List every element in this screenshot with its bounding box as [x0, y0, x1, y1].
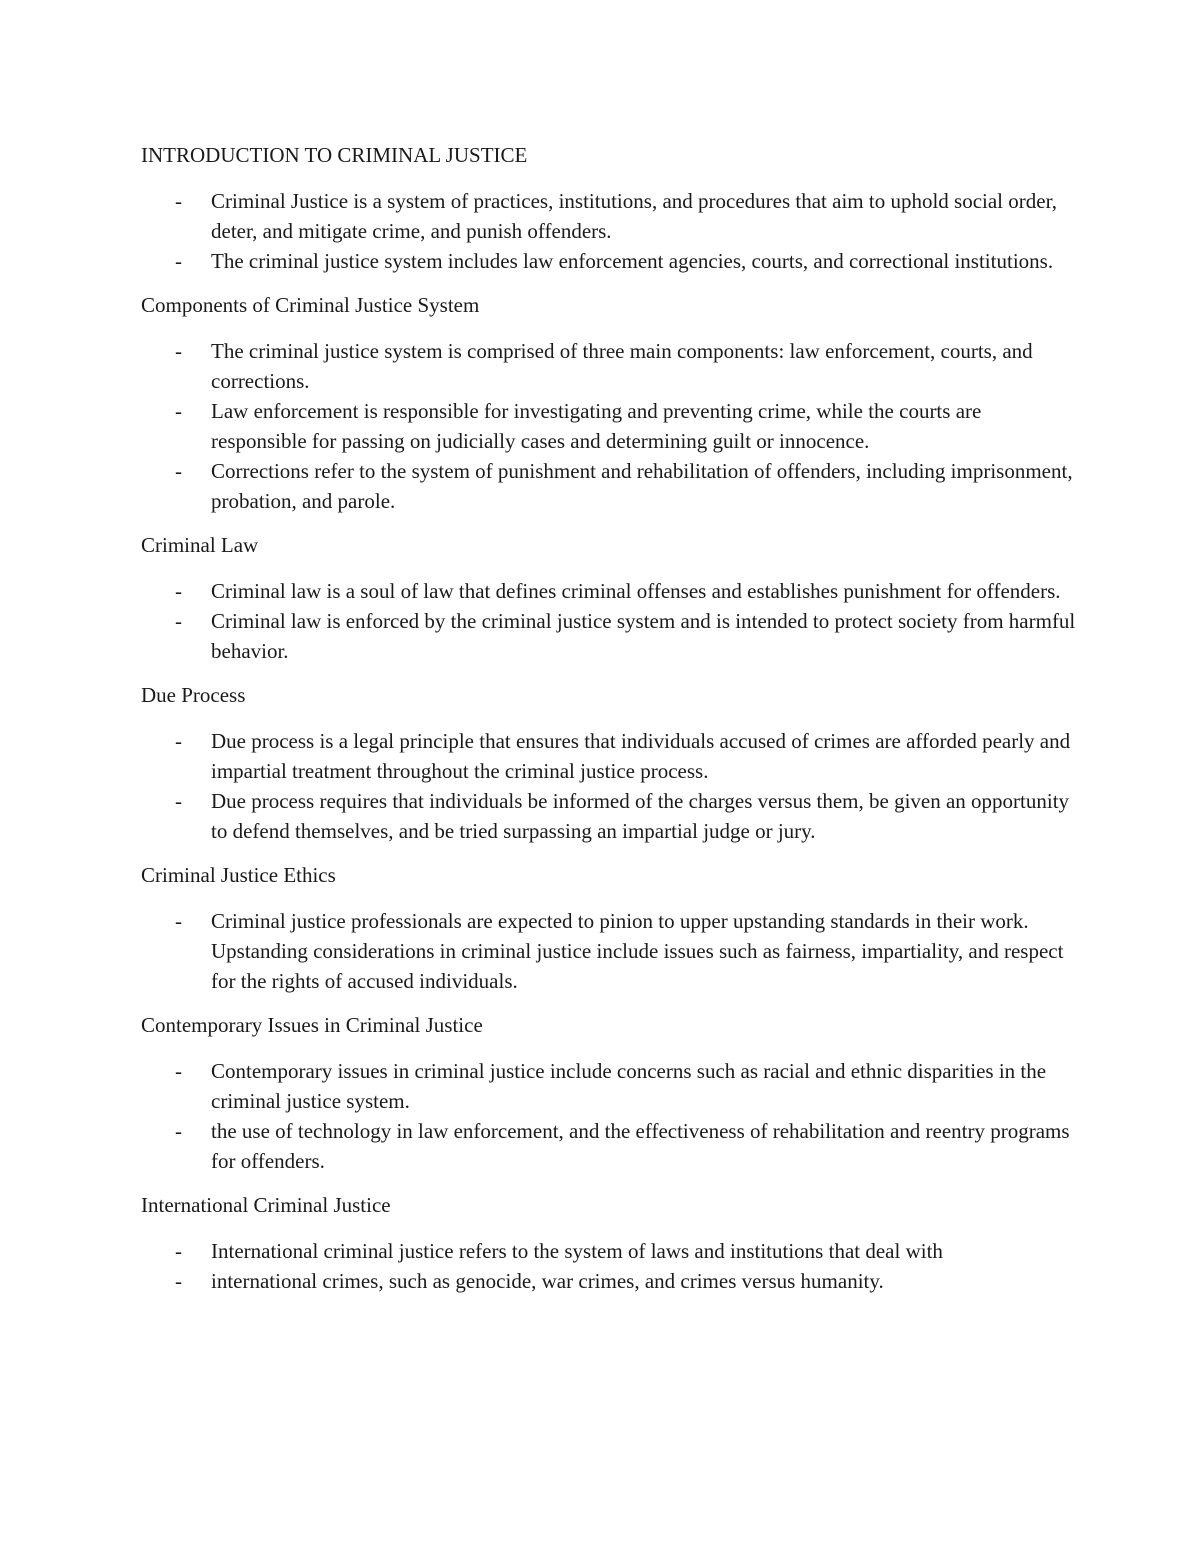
bullet-marker: -: [175, 579, 182, 603]
bullet-list: [141, 906, 1081, 996]
bullet-marker: -: [175, 459, 182, 483]
section-heading: International Criminal Justice: [141, 1193, 391, 1217]
section-ethics: [141, 860, 1081, 996]
section-heading: Due Process: [141, 683, 246, 707]
bullet-marker: -: [175, 399, 182, 423]
list-item: [141, 936, 1081, 996]
list-item-text: Criminal justice professionals are expected to pinion to upper upstanding standards in their work.: [211, 909, 1029, 933]
section-introduction: [141, 140, 1081, 276]
list-item: [141, 456, 1081, 516]
bullet-marker: -: [175, 1239, 182, 1263]
section-due-process: [141, 680, 1081, 846]
bullet-list: [141, 1056, 1081, 1176]
list-item: [141, 606, 1081, 666]
bullet-marker: -: [175, 1059, 182, 1083]
section-criminal-law: [141, 530, 1081, 666]
list-item-text: Criminal law is a soul of law that defines criminal offenses and establishes punishment for offenders.: [211, 579, 1061, 603]
bullet-marker: -: [175, 339, 182, 363]
section-contemporary-issues: [141, 1010, 1081, 1176]
bullet-marker: -: [175, 909, 182, 933]
bullet-list: [141, 576, 1081, 666]
list-item-text: Corrections refer to the system of punishment and rehabilitation of offenders, including imprisonment, probation, and parole.: [211, 459, 1073, 513]
list-item-text: Law enforcement is responsible for investigating and preventing crime, while the courts are responsible for passing on judicially cases and determining guilt or innocence.: [211, 399, 982, 453]
list-item-text: The criminal justice system is comprised of three main components: law enforcement, courts, and corrections.: [211, 339, 1033, 393]
list-item: [141, 786, 1081, 846]
bullet-marker: -: [175, 1119, 182, 1143]
list-item-text: The criminal justice system includes law enforcement agencies, courts, and correctional institutions.: [211, 249, 1054, 273]
list-item: [141, 246, 1081, 276]
list-item: [141, 1116, 1081, 1176]
bullet-list: [141, 186, 1081, 276]
list-item-text: Due process is a legal principle that ensures that individuals accused of crimes are afforded pearly and impartial treatment throughout the criminal justice process.: [211, 729, 1071, 783]
list-item-text: Contemporary issues in criminal justice include concerns such as racial and ethnic disparities in the criminal justice system.: [211, 1059, 1047, 1113]
list-item-text: Due process requires that individuals be informed of the charges versus them, be given an opportunity to defend themselves, and be tried surpassing an impartial judge or jury.: [211, 789, 1070, 843]
bullet-marker: -: [175, 249, 182, 273]
section-heading: Criminal Justice Ethics: [141, 863, 336, 887]
bullet-list: [141, 1236, 1081, 1296]
document-body: [141, 140, 1081, 1310]
list-item: [141, 906, 1081, 936]
list-item: [141, 1236, 1081, 1266]
list-item-text: Criminal law is enforced by the criminal justice system and is intended to protect society from harmful behavior.: [211, 609, 1076, 663]
list-item-text: International criminal justice refers to the system of laws and institutions that deal with: [211, 1239, 943, 1263]
list-item: [141, 726, 1081, 786]
section-international: [141, 1190, 1081, 1296]
list-item: [141, 186, 1081, 246]
section-heading: Components of Criminal Justice System: [141, 293, 480, 317]
bullet-list: [141, 336, 1081, 516]
bullet-marker: -: [175, 729, 182, 753]
list-item: [141, 1266, 1081, 1296]
list-item-text: Upstanding considerations in criminal justice include issues such as fairness, impartiality, and respect for the rights of accused individuals.: [211, 939, 1064, 993]
bullet-marker: -: [175, 189, 182, 213]
section-heading: Criminal Law: [141, 533, 259, 557]
section-heading: Contemporary Issues in Criminal Justice: [141, 1013, 483, 1037]
list-item: [141, 576, 1081, 606]
bullet-marker: -: [175, 609, 182, 633]
section-heading: INTRODUCTION TO CRIMINAL JUSTICE: [141, 143, 528, 167]
list-item: [141, 336, 1081, 396]
list-item: [141, 396, 1081, 456]
bullet-marker: -: [175, 789, 182, 813]
bullet-list: [141, 726, 1081, 846]
section-components: [141, 290, 1081, 516]
list-item-text: the use of technology in law enforcement, and the effectiveness of rehabilitation and reentry programs for offenders.: [211, 1119, 1070, 1173]
list-item-text: Criminal Justice is a system of practices, institutions, and procedures that aim to uphold social order, deter, and mitigate crime, and punish offenders.: [211, 189, 1057, 243]
bullet-marker: -: [175, 1269, 182, 1293]
list-item-text: international crimes, such as genocide, war crimes, and crimes versus humanity.: [211, 1269, 884, 1293]
list-item: [141, 1056, 1081, 1116]
